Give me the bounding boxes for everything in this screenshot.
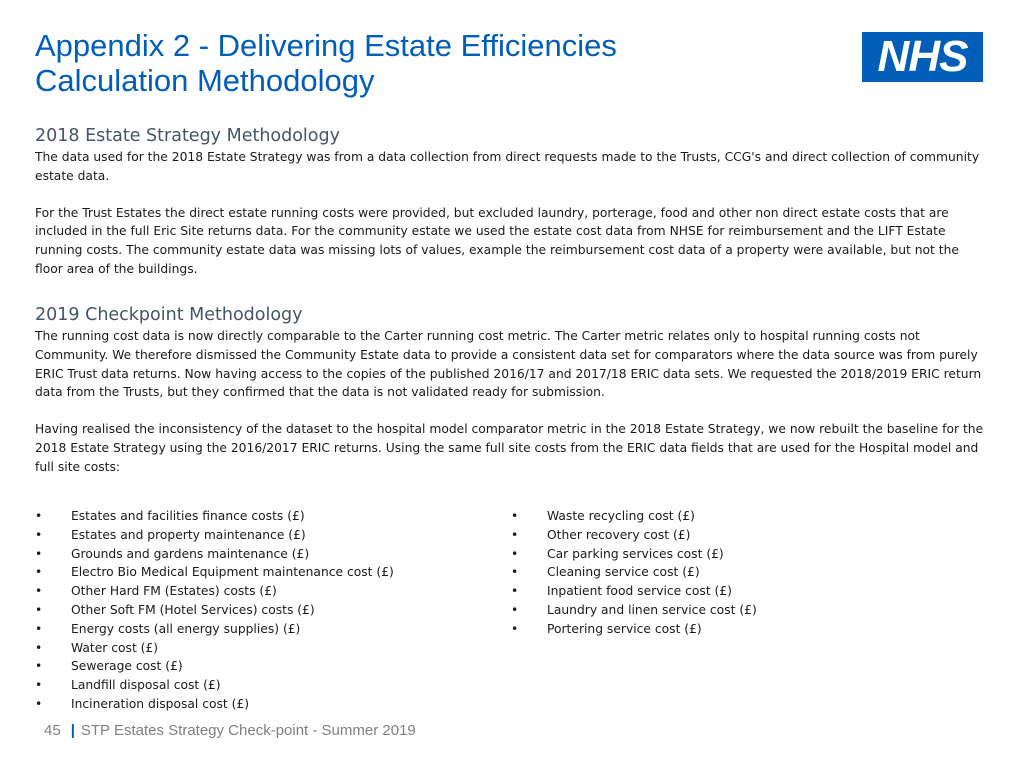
section-2019-methodology xyxy=(35,303,985,477)
list-item: • Other Soft FM (Hotel Services) costs (£) xyxy=(35,601,475,620)
list-item: • Estates and property maintenance (£) xyxy=(35,526,475,545)
list-item: • Landfill disposal cost (£) xyxy=(35,676,475,695)
list-item: • Other Hard FM (Estates) costs (£) xyxy=(35,582,475,601)
list-item: • Waste recycling cost (£) xyxy=(511,507,951,526)
footer-text: STP Estates Strategy Check-point - Summer 2019 xyxy=(80,722,416,739)
footer xyxy=(44,720,416,742)
list-item: • Electro Bio Medical Equipment maintenance cost (£) xyxy=(35,563,475,582)
list-item: • Sewerage cost (£) xyxy=(35,657,475,676)
list-item: • Energy costs (all energy supplies) (£) xyxy=(35,620,475,639)
page-number: 45 xyxy=(44,722,61,739)
list-item: • Incineration disposal cost (£) xyxy=(35,695,475,714)
cost-list-left xyxy=(35,507,475,714)
paragraph: The data used for the 2018 Estate Strategy was from a data collection from direct requests made to the Trusts, CCG's and direct collection of community estate data. xyxy=(35,150,980,183)
paragraph: Having realised the inconsistency of the dataset to the hospital model comparator metric in the 2018 Estate Strategy, we now rebuilt the baseline for the 2018 Estate Strategy using the 2016/2017 ERIC returns. Using the same full site costs from the ERIC data fields that are used for the Hospital model and full site costs: xyxy=(35,422,984,474)
section-2018-methodology xyxy=(35,124,985,279)
list-item: • Water cost (£) xyxy=(35,639,475,658)
section-heading-2018: 2018 Estate Strategy Methodology xyxy=(35,126,340,146)
list-item: • Cleaning service cost (£) xyxy=(511,563,951,582)
list-item: • Inpatient food service cost (£) xyxy=(511,582,951,601)
section-heading-2019: 2019 Checkpoint Methodology xyxy=(35,305,303,325)
paragraph: The running cost data is now directly comparable to the Carter running cost metric. The Carter metric relates only to hospital running costs not Community. We therefore dismissed the Community Estate data to provide a consistent data set for comparators where the data source was from purely ERIC Trust data returns. Now having access to the copies of the published 2016/17 and 2017/18 ERIC data sets. We requested the 2018/2019 ERIC return data from the Trusts, but they confirmed that the data is not validated ready for submission. xyxy=(35,329,982,400)
cost-list-right xyxy=(511,507,951,639)
page-title xyxy=(35,28,617,98)
nhs-logo xyxy=(862,32,983,82)
list-item: • Other recovery cost (£) xyxy=(511,526,951,545)
paragraph: For the Trust Estates the direct estate running costs were provided, but excluded laundry, porterage, food and other non direct estate costs that are included in the full Eric Site returns data. For the community estate we used the estate cost data from NHSE for reimbursement and the LIFT Estate running costs. The community estate data was missing lots of values, example the reimbursement cost data of a property were available, but not the floor area of the buildings. xyxy=(35,205,959,276)
list-item: • Grounds and gardens maintenance (£) xyxy=(35,545,475,564)
list-item: • Car parking services cost (£) xyxy=(511,545,951,564)
nhs-logo-text: NHS xyxy=(877,32,968,81)
list-item: • Estates and facilities finance costs (£) xyxy=(35,507,475,526)
page-title-line-2: Calculation Methodology xyxy=(35,63,375,98)
page-title-line-1: Appendix 2 - Delivering Estate Efficiencies xyxy=(35,28,617,63)
list-item: • Portering service cost (£) xyxy=(511,620,951,639)
footer-separator: | xyxy=(70,722,75,739)
list-item: • Laundry and linen service cost (£) xyxy=(511,601,951,620)
